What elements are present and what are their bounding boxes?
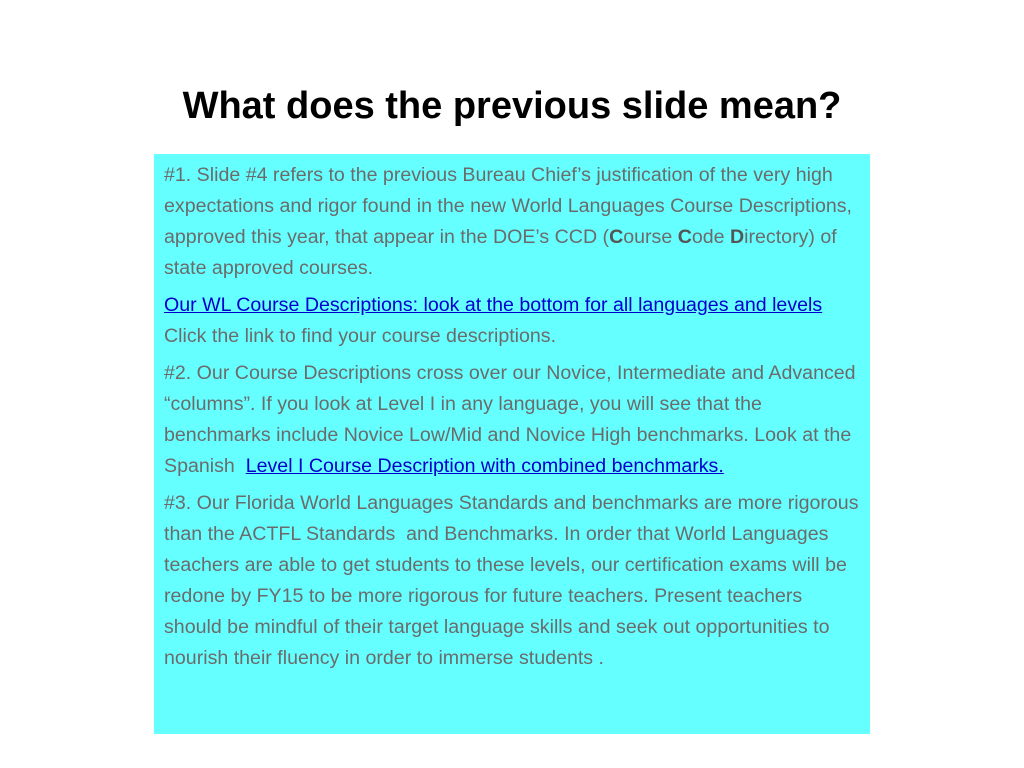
course-initial: C [609, 226, 624, 248]
content-box [154, 154, 870, 734]
paragraph-3 [164, 358, 864, 482]
code-rest: ode [691, 226, 730, 248]
directory-initial: D [730, 226, 745, 248]
spanish-level-1-link[interactable]: Level I Course Description with combined benchmarks. [245, 455, 724, 477]
paragraph-4 [164, 488, 864, 674]
course-rest: ourse [623, 226, 678, 248]
course-descriptions-link[interactable]: Our WL Course Descriptions: look at the bottom for all languages and levels [164, 294, 823, 316]
slide-title: What does the previous slide mean? [182, 85, 842, 127]
code-initial: C [677, 226, 692, 248]
paragraph-2 [164, 290, 864, 352]
paragraph-3-text: #2. Our Course Descriptions cross over our Novice, Intermediate and Advanced “columns”. If you look at Level I in any language, you will see that the benchmarks include Novice Low/Mid and Novice High benchmarks. Look at the Spanish [164, 362, 862, 477]
paragraph-1 [164, 160, 864, 284]
paragraph-4-text: #3. Our Florida World Languages Standards and benchmarks are more rigorous than the ACTFL Standards and Benchmarks. In order that World Languages teachers are able to get students to these levels, our certification exams will be redone by FY15 to be more rigorous for future teachers. Present teachers should be mindful of their target language skills and seek out opportunities to nourish their fluency in order to immerse students . [164, 492, 864, 669]
paragraph-1-text: #1. Slide #4 refers to the previous Bureau Chief’s justification of the very high expectations and rigor found in the new World Languages Course Descriptions, approved this year, that appear in the DOE’s CCD ( [164, 164, 853, 248]
paragraph-1-end: irectory) of state approved courses. [164, 226, 837, 279]
paragraph-2-text: Click the link to find your course descriptions. [164, 294, 834, 347]
